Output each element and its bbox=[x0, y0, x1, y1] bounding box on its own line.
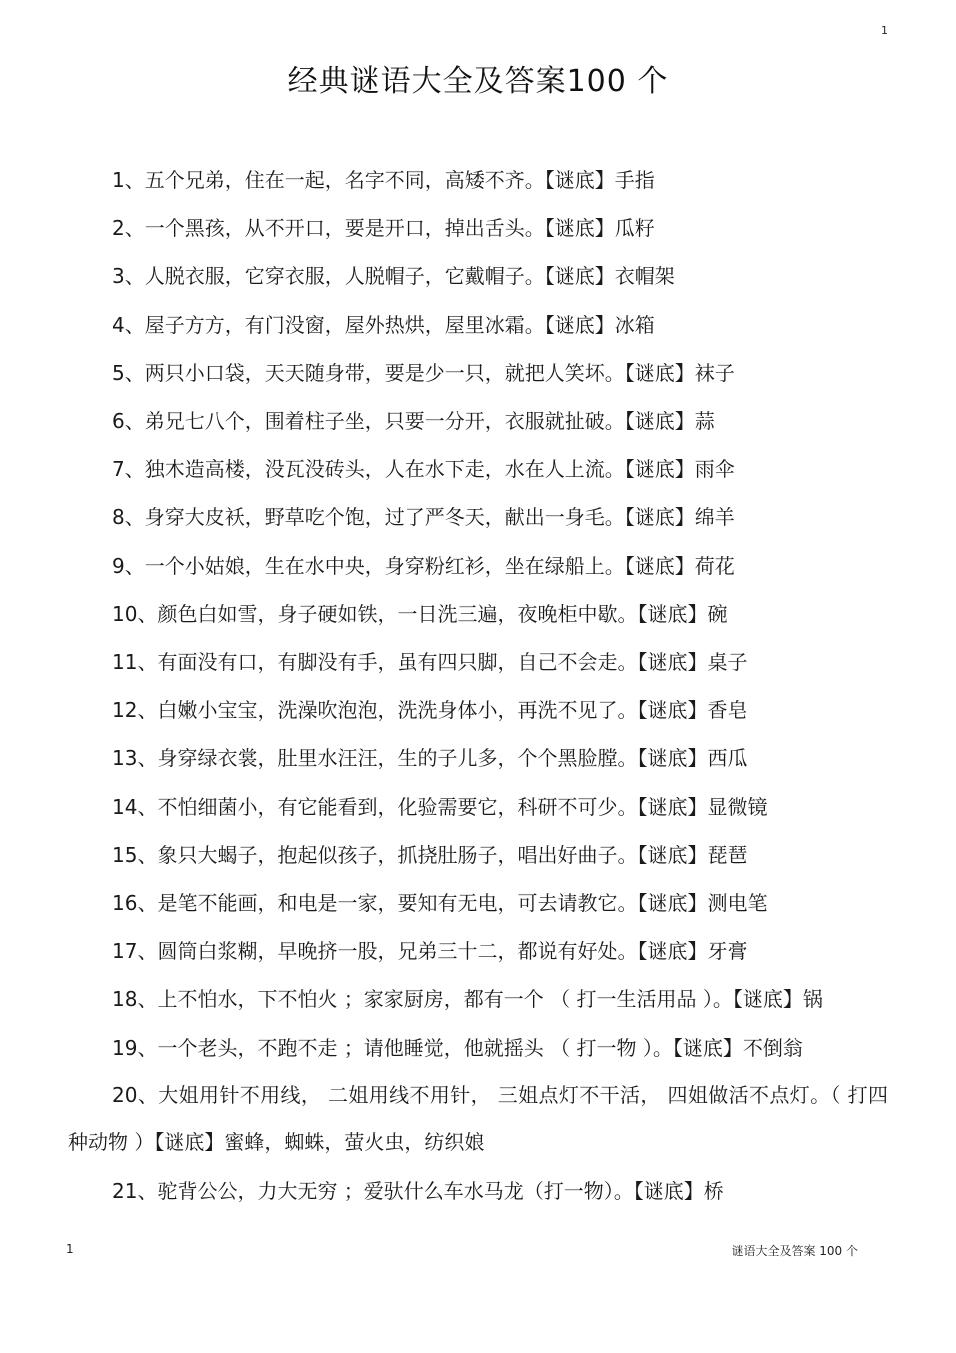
riddle-list bbox=[68, 156, 888, 1215]
riddle-item-16: 16、是笔不能画，和电是一家，要知有无电，可去请教它。【谜底】测电笔 bbox=[112, 891, 768, 916]
riddle-item-13: 13、身穿绿衣裳，肚里水汪汪，生的子儿多，个个黑脸膛。【谜底】西瓜 bbox=[112, 746, 748, 771]
riddle-item-17: 17、圆筒白浆糊，早晚挤一股，兄弟三十二，都说有好处。【谜底】牙膏 bbox=[112, 939, 748, 964]
riddle-item-21: 21、驼背公公，力大无穷 ；爱驮什么车水马龙（打一物）。【谜底】桥 bbox=[112, 1178, 724, 1203]
page-title: 经典谜语大全及答案100 个 bbox=[287, 64, 669, 99]
riddle-item-11: 11、有面没有口，有脚没有手，虽有四只脚，自己不会走。【谜底】桌子 bbox=[112, 650, 748, 675]
riddle-item-15: 15、象只大蝎子，抱起似孩子，抓挠肚肠子，唱出好曲子。【谜底】琵琶 bbox=[112, 842, 748, 867]
riddle-item-8: 8、身穿大皮袄，野草吃个饱，过了严冬天，献出一身毛。【谜底】绵羊 bbox=[112, 505, 735, 530]
riddle-item-2: 2、一个黑孩，从不开口，要是开口，掉出舌头。【谜底】瓜籽 bbox=[112, 216, 655, 241]
footer-running-title: 谜语大全及答案 100 个 bbox=[731, 1244, 858, 1258]
riddle-item-19: 19、一个老头，不跑不走 ；请他睡觉，他就摇头 （ 打一物 ）。【谜底】不倒翁 bbox=[112, 1035, 803, 1060]
riddle-item-20: 20、大姐用针不用线， 二姐用线不用针， 三姐点灯不干活， 四姐做活不点灯。（ 打四种动物 ）【谜底】蜜蜂，蜘蛛，萤火虫，纺织娘 bbox=[68, 1082, 888, 1154]
riddle-item-6: 6、弟兄七八个，围着柱子坐，只要一分开，衣服就扯破。【谜底】蒜 bbox=[112, 409, 715, 434]
riddle-item-1: 1、五个兄弟，住在一起，名字不同，高矮不齐。【谜底】手指 bbox=[112, 168, 655, 192]
riddle-item-14: 14、不怕细菌小，有它能看到，化验需要它，科研不可少。【谜底】显微镜 bbox=[112, 794, 768, 819]
riddle-item-12: 12、白嫩小宝宝，洗澡吹泡泡，洗洗身体小，再洗不见了。【谜底】香皂 bbox=[112, 698, 748, 723]
riddle-item-10: 10、颜色白如雪，身子硬如铁，一日洗三遍，夜晚柜中歇。【谜底】碗 bbox=[112, 601, 728, 626]
riddle-item-9: 9、一个小姑娘，生在水中央，身穿粉红衫，坐在绿船上。【谜底】荷花 bbox=[112, 553, 735, 578]
riddle-item-18: 18、上不怕水，下不怕火 ；家家厨房，都有一个 （ 打一生活用品 ）。【谜底】锅 bbox=[112, 987, 823, 1012]
riddle-item-4: 4、屋子方方，有门没窗，屋外热烘，屋里冰霜。【谜底】冰箱 bbox=[112, 312, 655, 337]
riddle-item-5: 5、两只小口袋，天天随身带，要是少一只，就把人笑坏。【谜底】袜子 bbox=[112, 360, 735, 385]
page-number-top: 1 bbox=[881, 24, 888, 37]
footer-page-number: 1 bbox=[66, 1242, 74, 1256]
riddle-item-3: 3、人脱衣服，它穿衣服，人脱帽子，它戴帽子。【谜底】衣帽架 bbox=[112, 264, 675, 289]
riddle-item-7: 7、独木造高楼，没瓦没砖头，人在水下走，水在人上流。【谜底】雨伞 bbox=[112, 457, 735, 482]
